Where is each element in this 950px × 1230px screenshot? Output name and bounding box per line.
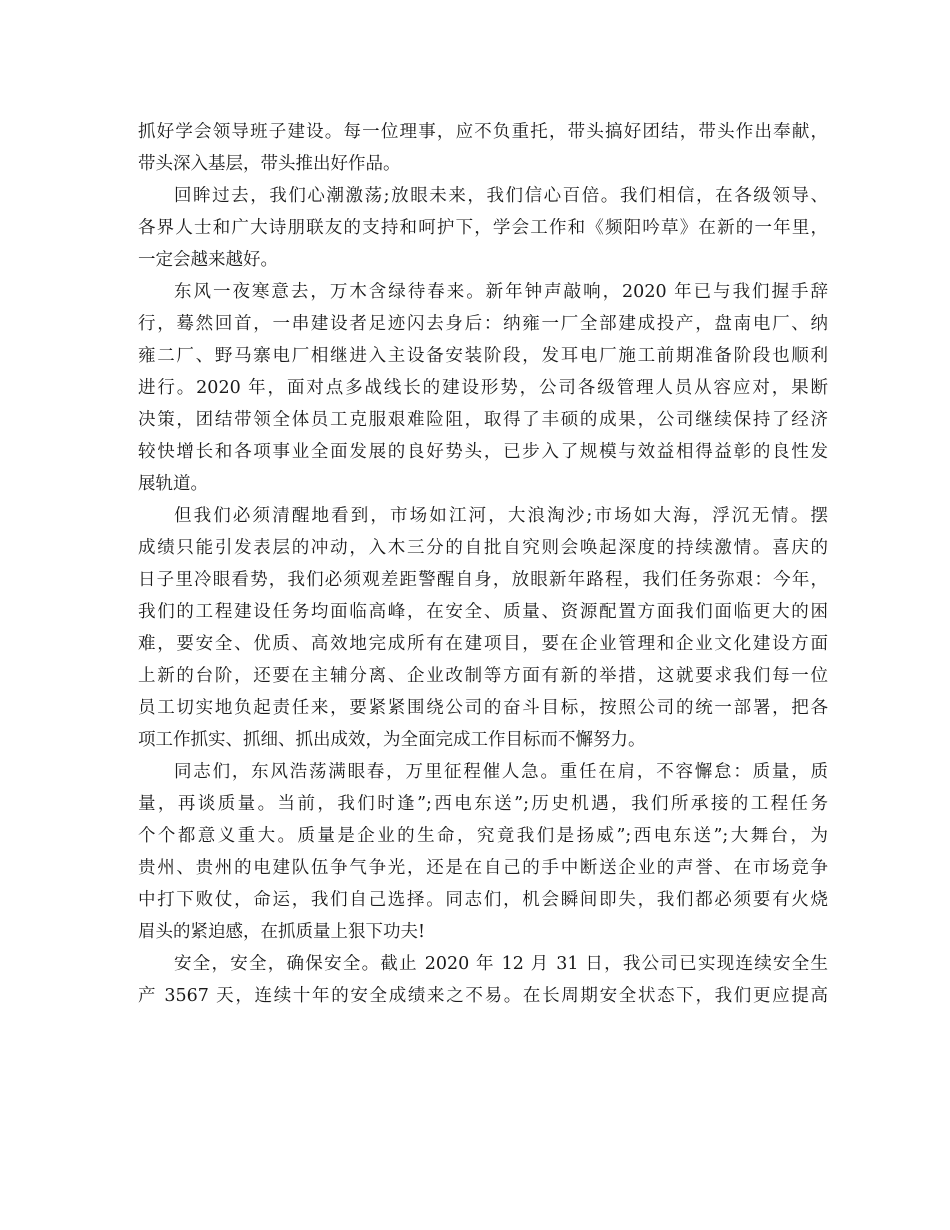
text-line: 行，蓦然回首，一串建设者足迹闪去身后：纳雍一厂全部建成投产，盘南电厂、纳 — [138, 314, 828, 334]
text-line: 成绩只能引发表层的冲动，入木三分的自批自究则会唤起深度的持续激情。喜庆的 — [138, 538, 828, 558]
text-line: 进行。2020 年，面对点多战线长的建设形势，公司各级管理人员从容应对，果断 — [138, 378, 828, 398]
text-line: 决策，团结带领全体员工克服艰难险阻，取得了丰硕的成果，公司继续保持了经济 — [138, 410, 828, 430]
text-line: 眉头的紧迫感，在抓质量上狠下功夫! — [138, 922, 426, 942]
text-line: 中打下败仗，命运，我们自己选择。同志们，机会瞬间即失，我们都必须要有火烧 — [138, 890, 828, 910]
text-line: 但我们必须清醒地看到，市场如江河，大浪淘沙;市场如大海，浮沉无情。摆 — [174, 506, 828, 526]
text-line: 项工作抓实、抓细、抓出成效，为全面完成工作目标而不懈努力。 — [138, 730, 646, 750]
text-line: 展轨道。 — [138, 474, 208, 494]
document-body — [138, 116, 828, 1012]
text-line: 一定会越来越好。 — [138, 250, 278, 270]
text-line: 抓好学会领导班子建设。每一位理事，应不负重托，带头搞好团结，带头作出奉献， — [138, 122, 828, 142]
text-line: 难，要安全、优质、高效地完成所有在建项目，要在企业管理和企业文化建设方面 — [138, 634, 828, 654]
text-line: 员工切实地负起责任来，要紧紧围绕公司的奋斗目标，按照公司的统一部署，把各 — [138, 698, 828, 718]
text-line: 带头深入基层，带头推出好作品。 — [138, 154, 401, 174]
text-line: 各界人士和广大诗朋联友的支持和呵护下，学会工作和《频阳吟草》在新的一年里， — [138, 218, 828, 238]
text-line: 我们的工程建设任务均面临高峰，在安全、质量、资源配置方面我们面临更大的困 — [138, 602, 828, 622]
text-line: 贵州、贵州的电建队伍争气争光，还是在自己的手中断送企业的声誉、在市场竞争 — [138, 858, 828, 878]
text-line: 雍二厂、野马寨电厂相继进入主设备安装阶段，发耳电厂施工前期准备阶段也顺利 — [138, 346, 828, 366]
text-line: 安全，安全，确保安全。截止 2020 年 12 月 31 日，我公司已实现连续安全生 — [174, 954, 828, 974]
text-line: 较快增长和各项事业全面发展的良好势头，已步入了规模与效益相得益彰的良性发 — [138, 442, 828, 462]
text-line: 产 3567 天，连续十年的安全成绩来之不易。在长周期安全状态下，我们更应提高 — [138, 986, 828, 1006]
text-line: 同志们，东风浩荡满眼春，万里征程催人急。重任在肩，不容懈怠：质量，质 — [174, 762, 828, 782]
text-line: 东风一夜寒意去，万木含绿待春来。新年钟声敲响，2020 年已与我们握手辞 — [174, 282, 828, 302]
text-line: 量，再谈质量。当前，我们时逢”;西电东送”;历史机遇，我们所承接的工程任务 — [138, 794, 828, 814]
text-line: 个个都意义重大。质量是企业的生命，究竟我们是扬威”;西电东送”;大舞台，为 — [138, 826, 828, 846]
text-line: 日子里冷眼看势，我们必须观差距警醒自身，放眼新年路程，我们任务弥艰：今年， — [138, 570, 828, 590]
text-line: 回眸过去，我们心潮激荡;放眼未来，我们信心百倍。我们相信，在各级领导、 — [174, 186, 828, 206]
text-line: 上新的台阶，还要在主辅分离、企业改制等方面有新的举措，这就要求我们每一位 — [138, 666, 828, 686]
